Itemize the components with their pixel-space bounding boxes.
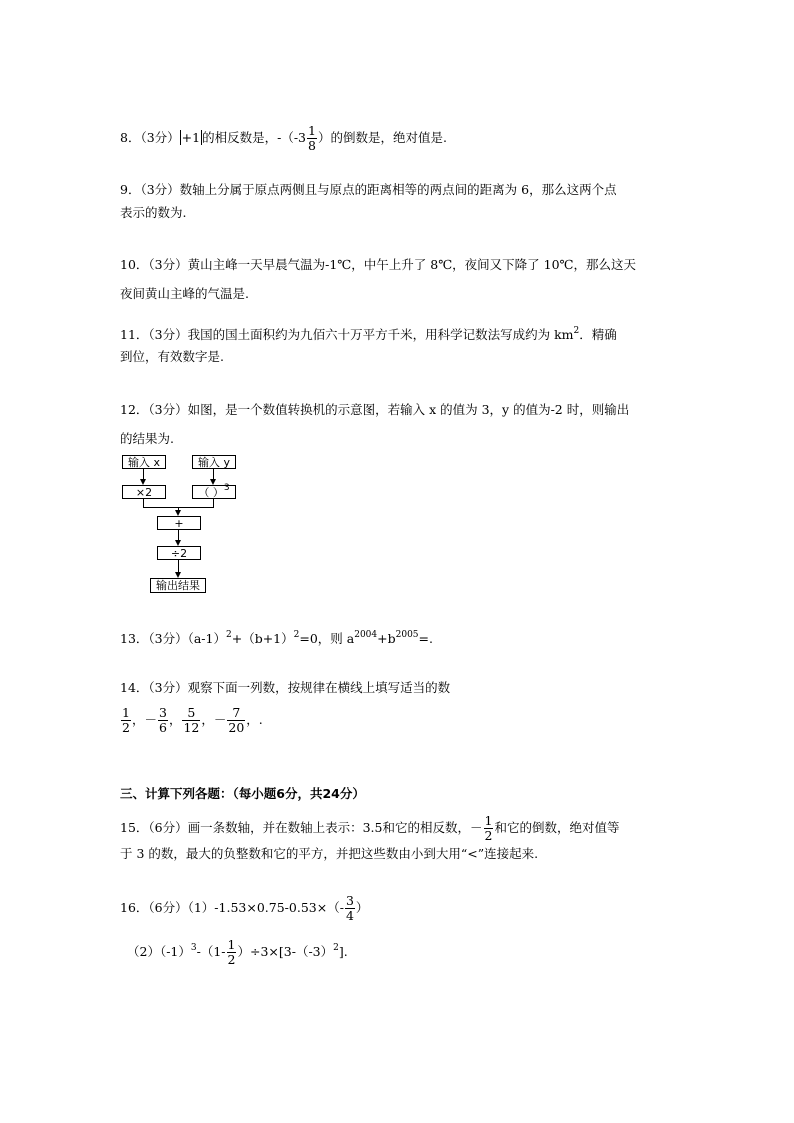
flow-divide-two: ÷2	[157, 546, 201, 560]
q15-fraction: $\frac{1}{2}$	[484, 813, 493, 843]
question-10-line2: 夜间黄山主峰的气温是.	[120, 286, 249, 301]
question-11-line1: 11．（3分）我国的国土面积约为九佰六十万平方千米，用科学记数法写成约为 $km^2$．精确	[120, 326, 617, 342]
q8-text-part1: 的相反数是，-（-3	[202, 130, 306, 145]
question-15-line2: 于 3 的数，最大的负整数和它的平方，并把这些数由小到大用“<”连接起来.	[120, 846, 539, 861]
flow-times-two: ×2	[122, 485, 166, 499]
question-16-part2: $(2)(-1)^3-(1-$ $\frac{1}{2}$ ）$\div 3\times[3-(-3)^2]$.	[127, 937, 348, 967]
q8-fraction: $\frac{1}{8}$	[308, 123, 316, 153]
q8-number: 8．（3分）	[120, 130, 180, 145]
section-heading: 三、计算下列各题：（每小题6分，共24分）	[120, 786, 365, 801]
flow-connector	[143, 469, 144, 479]
sequence-fraction: $\frac{5}{12}$	[183, 705, 200, 735]
question-15-line1: 15．（6分）画一条数轴，并在数轴上表示：3.5和它的相反数，－ $\frac{1}{2}$ 和它的倒数，绝对值等	[120, 813, 620, 843]
question-14-line1: 14．（3分）观察下面一列数，按规律在横线上填写适当的数	[120, 680, 451, 695]
flow-plus: +	[157, 516, 201, 530]
q16-fraction: $\frac{1}{2}$	[227, 937, 236, 967]
flow-cube: （ ）$^3$	[192, 485, 236, 499]
q8-absolute-expression: +1	[181, 130, 201, 145]
question-10-line1: 10．（3分）黄山主峰一天早晨气温为-1℃，中午上升了 8℃，夜间又下降了 10℃，那么这天	[120, 257, 637, 272]
flow-connector	[178, 530, 179, 540]
q8-text-part2: ）的倒数是，绝对值是.	[317, 130, 447, 145]
sequence-fraction: $\frac{1}{2}$	[122, 705, 130, 735]
question-9-line2: 表示的数为.	[120, 205, 187, 220]
flow-input-y: 输入 y	[192, 455, 236, 469]
sequence-fraction: $\frac{3}{6}$	[158, 705, 167, 735]
question-12-line2: 的结果为.	[120, 431, 174, 446]
question-12-line1: 12．（3分）如图，是一个数值转换机的示意图，若输入 x 的值为 3，y 的值为-2 时，则输出	[120, 402, 630, 417]
q16-fraction: $\frac{3}{4}$	[345, 893, 354, 923]
question-13: 13．（3分）$(a-1)^2+(b+1)^2=0$，则 $a^{2004}+b^{2005}=$.	[120, 630, 433, 646]
flow-input-x: 输入 x	[122, 455, 166, 469]
flow-connector	[213, 469, 214, 479]
sequence-fraction: $\frac{7}{20}$	[228, 705, 245, 735]
flow-output: 输出结果	[150, 578, 206, 593]
question-8	[120, 124, 447, 153]
question-11-line2: 到位，有效数字是.	[120, 349, 224, 364]
superscript: 2	[573, 326, 580, 336]
question-9-line1: 9．（3分）数轴上分属于原点两侧且与原点的距离相等的两点间的距离为 6，那么这两个点	[120, 182, 617, 197]
question-16-part1: 16．（6分）（1）-1.53×0.75-0.53×（- $\frac{3}{4}$ ）	[120, 893, 369, 923]
flow-connector	[213, 499, 214, 507]
flow-connector	[178, 560, 179, 572]
flow-connector	[143, 499, 144, 507]
question-14-sequence: $\frac{1}{2}$ ，－ $\frac{3}{6}$ ， $\frac{5}{12}$ ，－ $\frac{7}{20}$ ，.	[122, 705, 263, 735]
